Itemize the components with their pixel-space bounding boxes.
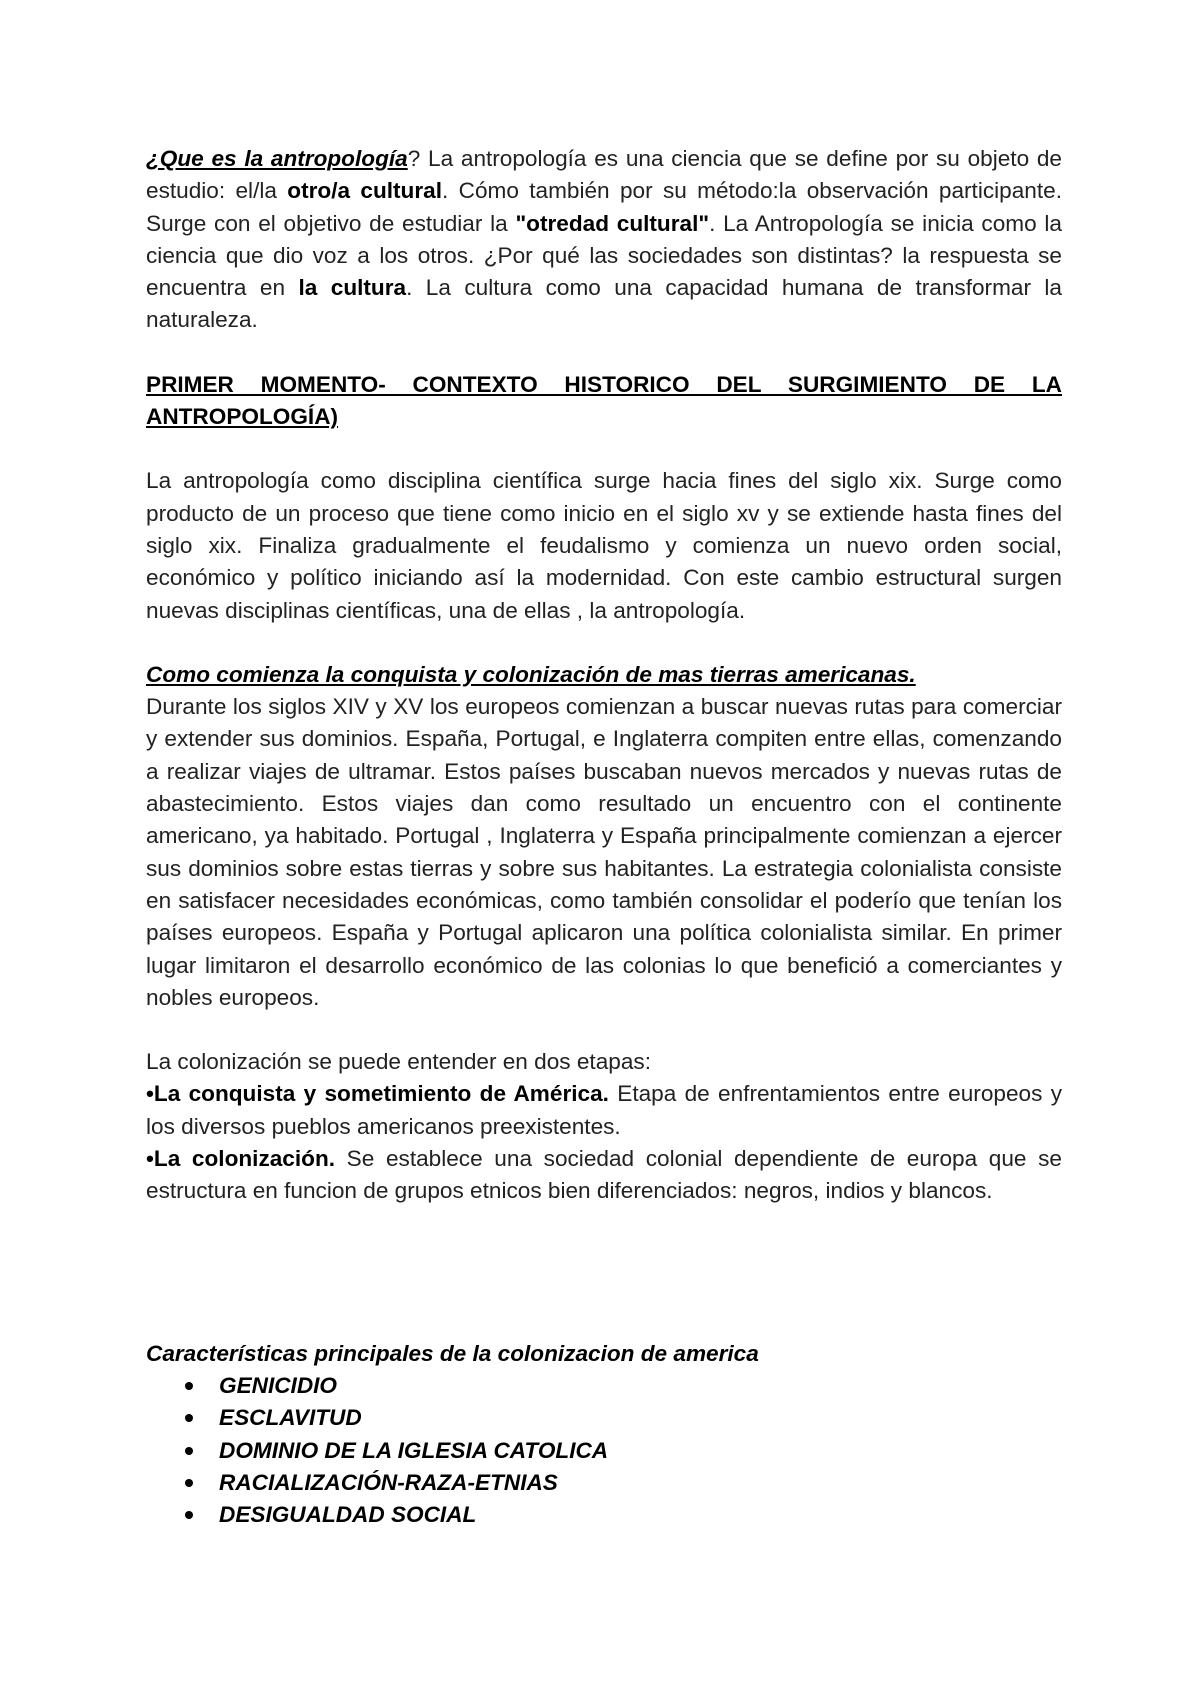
list-item-label: GENICIDIO <box>219 1372 337 1398</box>
section1-heading <box>146 369 1062 434</box>
section1-heading-text: PRIMER MOMENTO- CONTEXTO HISTORICO DEL SURGIMIENTO DE LA ANTROPOLOGÍA) <box>146 371 1062 430</box>
intro-bold-2: "otredad cultural" <box>515 210 710 236</box>
spacer <box>146 1208 1062 1338</box>
intro-text-1: ? La antropología es una ciencia que se define por su objeto de estudio: el/la <box>146 146 1062 204</box>
stage1-paragraph <box>146 1078 1062 1143</box>
intro-text-4: . La cultura como una capacidad humana de transformar la naturaleza. <box>146 275 1062 333</box>
section4-heading <box>146 1338 1062 1370</box>
section2-heading <box>146 659 1062 691</box>
list-item-label: DOMINIO DE LA IGLESIA CATOLICA <box>219 1437 609 1463</box>
list-item-label: ESCLAVITUD <box>219 1405 362 1431</box>
list-item <box>146 1370 1062 1402</box>
list-item <box>146 1467 1062 1499</box>
bullet-icon <box>185 1479 193 1487</box>
intro-bold-1: otro/a cultural <box>287 178 442 204</box>
characteristics-list <box>146 1370 1062 1531</box>
intro-bold-3: la cultura <box>298 275 407 301</box>
bullet-icon <box>185 1414 193 1422</box>
intro-text-3: . La Antropología se inicia como la ciencia que dio voz a los otros. ¿Por qué las sociedades son distintas? la respuesta se encuentra en <box>146 210 1062 301</box>
list-item <box>146 1402 1062 1434</box>
section1-paragraph: La antropología como disciplina científica surge hacia fines del siglo xix. Surge como producto de un proceso que tiene como inicio en el siglo xv y se extiende hasta fines del siglo xix. Finaliza gradualmente el feudalismo y comienza un nuevo orden social, económico y político iniciando así la modernidad. Con este cambio estructural surgen nuevas disciplinas científicas, una de ellas , la antropología. <box>146 468 1062 623</box>
list-item-label: RACIALIZACIÓN-RAZA-ETNIAS <box>219 1469 558 1495</box>
section2-heading-text: Como comienza la conquista y colonización de mas tierras americanas. <box>146 661 916 687</box>
spacer <box>146 433 1062 465</box>
spacer <box>146 627 1062 659</box>
list-item <box>146 1499 1062 1531</box>
stage1-text: Etapa de enfrentamientos entre europeos y los diversos pueblos americanos preexistentes. <box>146 1081 1062 1139</box>
spacer <box>146 337 1062 369</box>
section2-paragraph: Durante los siglos XIV y XV los europeos comienzan a buscar nuevas rutas para comerciar y extender sus dominios. España, Portugal, e Inglaterra compiten entre ellas, comenzando a realizar viajes de ultramar. Estos países buscaban nuevos mercados y nuevas rutas de abastecimiento. Estos viajes dan como resultado un encuentro con el continente americano, ya habitado. Portugal , Inglaterra y España principalmente comienzan a ejercer sus dominios sobre estas tierras y sobre sus habitantes. La estrategia colonialista consiste en satisfacer necesidades económicas, como también consolidar el poderío que tenían los países europeos. España y Portugal aplicaron una política colonialista similar. En primer lugar limitaron el desarrollo económico de las colonias lo que benefició a comerciantes y nobles europeos. <box>146 694 1062 1010</box>
section3-intro: La colonización se puede entender en dos etapas: <box>146 1049 651 1075</box>
document-page <box>146 143 1062 1531</box>
bullet-icon <box>185 1447 193 1455</box>
section4-heading-text: Características principales de la colonizacion de america <box>146 1340 759 1366</box>
list-item <box>146 1435 1062 1467</box>
stage1-title: •La conquista y sometimiento de América. <box>146 1081 609 1107</box>
stage2-text: Se establece una sociedad colonial dependiente de europa que se estructura en funcion de grupos etnicos bien diferenciados: negros, indios y blancos. <box>146 1146 1062 1204</box>
stage2-title: •La colonización. <box>146 1146 336 1172</box>
stage2-paragraph <box>146 1143 1062 1208</box>
intro-text-2: . Cómo también por su método:la observación participante. Surge con el objetivo de estudiar la <box>146 178 1062 236</box>
intro-paragraph <box>146 143 1062 337</box>
bullet-icon <box>185 1382 193 1390</box>
spacer <box>146 1014 1062 1046</box>
list-item-label: DESIGUALDAD SOCIAL <box>219 1502 477 1528</box>
bullet-icon <box>185 1511 193 1519</box>
intro-question-title: ¿Que es la antropología <box>146 146 408 171</box>
